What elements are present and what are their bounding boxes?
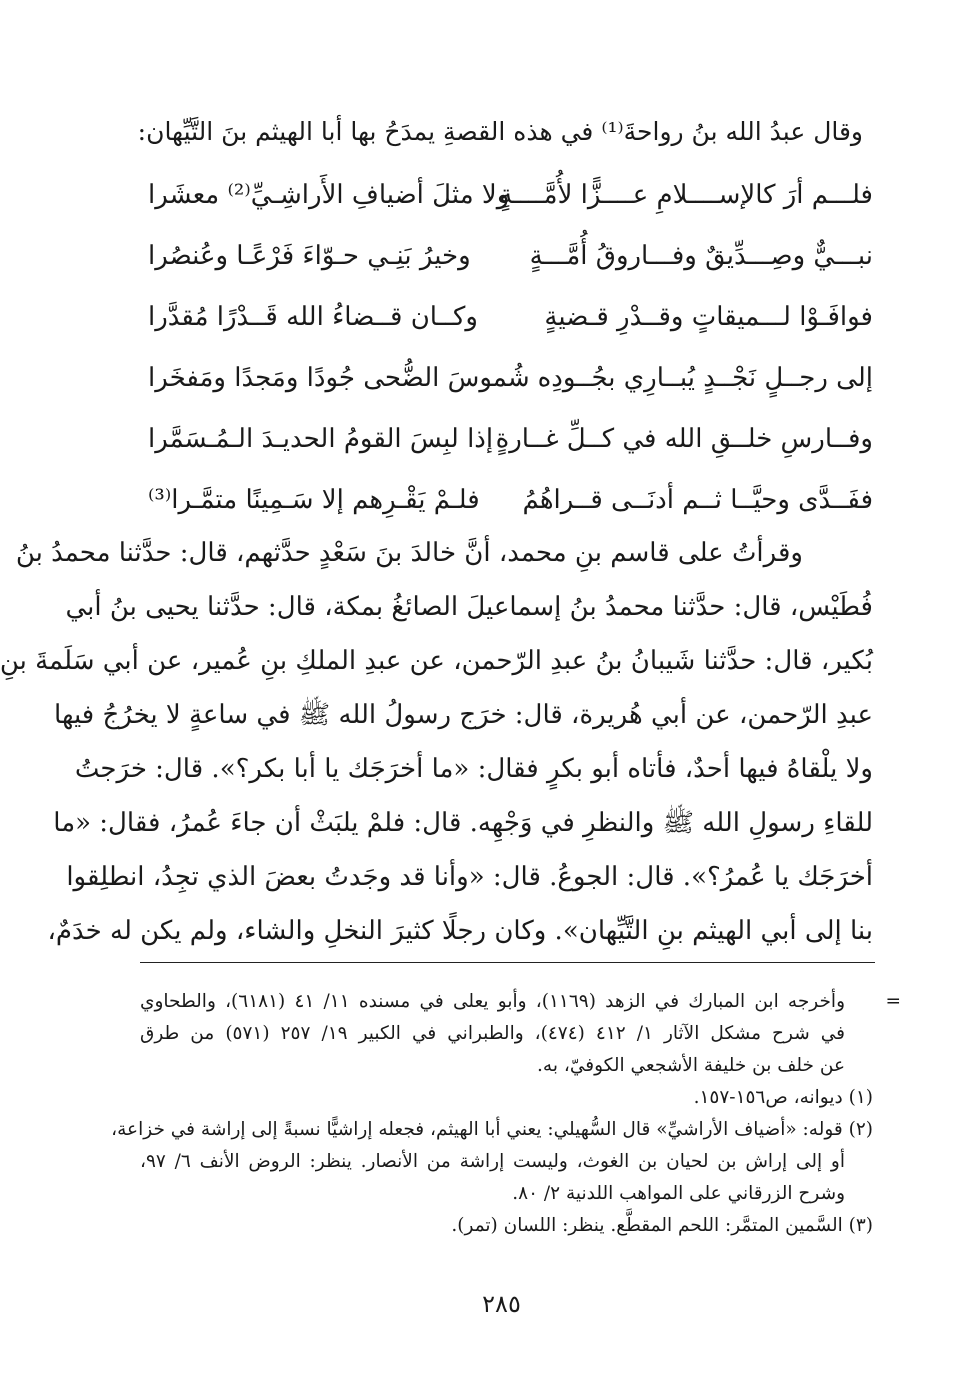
continuation-mark: = bbox=[885, 991, 901, 1012]
footnote-1 bbox=[140, 1082, 873, 1114]
poem-verse bbox=[140, 353, 873, 414]
verse-second-hemistich: وخيرُ بَنِـي حـوّاءَ فَرْعًـا وعُنصُرا bbox=[148, 241, 471, 271]
paragraph-line: وقرأتُ على قاسم بنِ محمد، أنَّ خالدَ بنَ سَعْدٍ حدَّثهم، قال: حدَّثنا محمدُ بنُ bbox=[15, 538, 803, 568]
verse-first-hemistich: فلـــم أرَ كالإســــلامِ عــــزًّا لأُمَّــــةٍ bbox=[499, 180, 873, 210]
footnote-line: عن خلف بن خليفة الأشجعي الكوفيّ، به. bbox=[537, 1055, 845, 1076]
footnote-line: في شرح مشكل الآثار ١/ ٤١٢ (٤٧٤)، والطبراني في الكبير ١٩/ ٢٥٧ (٥٧١) من طرق bbox=[140, 1023, 845, 1044]
footnote-line: وشرح الزرقاني على المواهب اللدنية ٢/ ٨٠. bbox=[512, 1183, 845, 1204]
poem-verse bbox=[140, 231, 873, 292]
verse-second-hemistich: شُموسَ الضُّحى جُودًا ومَجدًا ومَفخَرا bbox=[148, 363, 530, 393]
verse-first-hemistich: إلى رجــلٍ نَجْــدٍ يُبــارِي بجُــودِه bbox=[537, 363, 873, 393]
paragraph-line: للقاءِ رسولِ الله ﷺ والنظرِ في وَجْهِه. قال: فلمْ يلبَثْ أن جاءَ عُمرُ، فقال: «ما bbox=[53, 808, 873, 838]
verse-second-hemistich: وكــان قــضاءُ الله قَــدْرًا مُقدَّرا bbox=[148, 302, 478, 332]
paragraph-line: أخرَجَك يا عُمرُ؟». قال: الجوعُ. قال: «وأنا قد وجَدتُ بعضَ الذي تجِدُ، انطلِقوا bbox=[66, 862, 873, 892]
paragraph-line: بُكير، قال: حدَّثنا شَيبانُ بنُ عبدِ الرّحمن، عن عبدِ الملكِ بنِ عُمير، عن أبي سَلَمةَ بنِ bbox=[0, 646, 873, 676]
poem-verse bbox=[140, 170, 873, 231]
paragraph-line: بنا إلى أبي الهيثم بنِ التَّيِّهان». وكان رجلًا كثيرَ النخلِ والشاء، ولم يكن له خدَمٌ، bbox=[47, 916, 873, 946]
verse-first-hemistich: فوافَـوْا لـــميقاتٍ وقــدْرِ قـضيةٍ bbox=[544, 302, 873, 332]
poem bbox=[140, 170, 873, 536]
footnote-2 bbox=[111, 1114, 873, 1210]
footnote-line: (٢) قوله: «أضياف الأراشيِّ» قال السُّهيلي: يعني أبا الهيثم، فجعله إراشيًّا نسبةً إلى إراشة في خزاعة، bbox=[111, 1119, 873, 1140]
paragraph-line: عبدِ الرّحمن، عن أبي هُريرة، قال: خرَج رسولُ الله ﷺ في ساعةٍ لا يخرُجُ فيها bbox=[54, 700, 873, 730]
verse-first-hemistich: ففَــدَّى وحيَّــا ثــم أدنَــى قــراهُمُ bbox=[522, 485, 873, 515]
verse-second-hemistich: إذا لبِسَ القومُ الحديـدَ الـمُـسَمَّرا bbox=[148, 424, 494, 454]
footnote-separator bbox=[140, 962, 875, 963]
footnote-line: أو إلى إراش بن لحيان بن الغوث، وليست إراشة من الأنصار. ينظر: الروض الأنف ٦/ ٩٧، bbox=[140, 1151, 845, 1172]
hadith-paragraph bbox=[0, 526, 873, 958]
footnote-line: وأخرجه ابن المبارك في الزهد (١١٦٩)، وأبو يعلى في مسنده ١١/ ٤١ (٦١٨١)، والطحاوي bbox=[140, 991, 846, 1012]
footnote-line: (٣) السَّمين المتمَّر: اللحم المقطَّع. ينظر: اللسان (تمر). bbox=[451, 1215, 873, 1236]
poem-introduction: وقال عبدُ الله بنُ رواحةَ⁽¹⁾ في هذه القصةِ يمدَحُ بها أبا الهيثم بنَ التَّيِّهان: bbox=[137, 117, 863, 146]
footnotes bbox=[111, 986, 901, 1242]
footnote-line: (١) ديوانه، ص١٥٦-١٥٧. bbox=[693, 1087, 873, 1108]
verse-first-hemistich: وفــارسِ خلــقِ الله في كــلِّ غــارةٍ bbox=[495, 424, 873, 454]
footnote-3 bbox=[140, 1210, 873, 1242]
paragraph-line: ولا يلْقاهُ فيها أحدٌ، فأتاه أبو بكرٍ فقال: «ما أخرَجَك يا أبا بكر؟». قال: خرَجتُ bbox=[74, 754, 873, 784]
paragraph-line: فُطَيْس، قال: حدَّثنا محمدُ بنُ إسماعيلَ الصائغُ بمكة، قال: حدَّثنا يحيى بنُ أبي bbox=[65, 592, 873, 622]
footnote-continuation bbox=[140, 986, 901, 1082]
poem-verse bbox=[140, 414, 873, 475]
verse-second-hemistich: فلـمْ يَقْـرِهم إلا سَـمِينًا متمَّـرا⁽³⁾ bbox=[148, 485, 480, 515]
verse-first-hemistich: نبـــيٌّ وصِـــدِّيقٌ وفـــاروقُ أُمَّـــةٍ bbox=[529, 241, 873, 271]
poem-verse bbox=[140, 292, 873, 353]
verse-second-hemistich: ولا مثلَ أضيافِ الأَراشِـيِّ⁽²⁾ معشَرا bbox=[148, 180, 510, 210]
page-number: ٢٨٥ bbox=[482, 1290, 521, 1318]
